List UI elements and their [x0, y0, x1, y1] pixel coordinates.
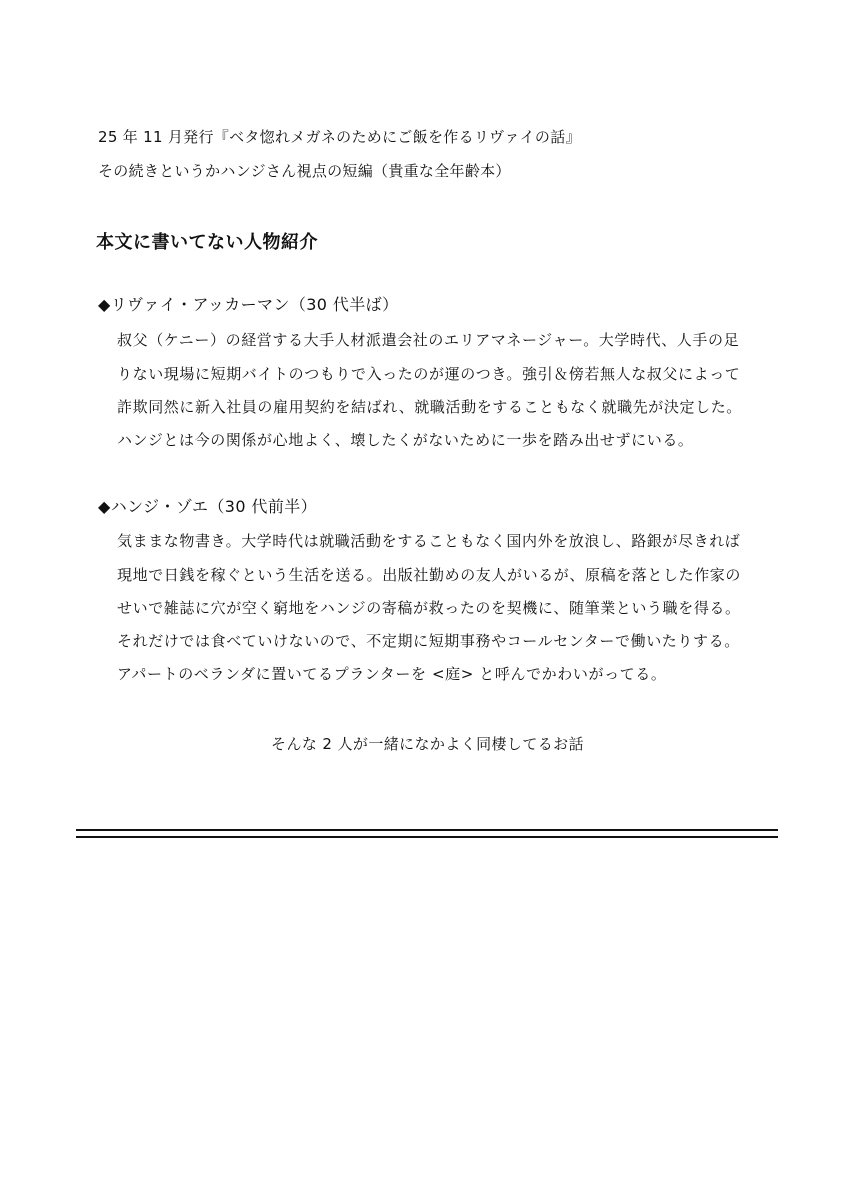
character-heading-hange: ◆ハンジ・ゾエ（30 代前半）	[98, 497, 318, 516]
character-desc-line: 叔父（ケニー）の経営する大手人材派遣会社のエリアマネージャー。大学時代、人手の足	[117, 331, 740, 349]
character-desc-line: それだけでは食べていけないので、不定期に短期事務やコールセンターで働いたりする。	[117, 632, 740, 650]
double-divider	[76, 829, 778, 838]
character-desc-line: ハンジとは今の関係が心地よく、壊したくがないために一歩を踏み出せずにいる。	[117, 431, 694, 449]
character-desc-line: せいで雑誌に穴が空く窮地をハンジの寄稿が救ったのを契機に、随筆業という職を得る。	[117, 599, 741, 617]
section-title: 本文に書いてない人物紹介	[96, 232, 318, 253]
character-desc-line: 現地で日銭を稼ぐという生活を送る。出版社勤めの友人がいるが、原稿を落とした作家の	[117, 566, 742, 584]
character-desc-line: りない現場に短期バイトのつもりで入ったのが運のつき。強引＆傍若無人な叔父によって	[117, 365, 741, 383]
character-desc-line: 気ままな物書き。大学時代は就職活動をすることもなく国内外を放浪し、路銀が尽きれば	[117, 532, 741, 550]
character-desc-line: アパートのベランダに置いてるプランターを <庭> と呼んでかわいがってる。	[117, 665, 667, 683]
intro-line-2: その続きというかハンジさん視点の短編（貴重な全年齢本）	[98, 162, 511, 180]
character-desc-line: 詐欺同然に新入社員の雇用契約を結ばれ、就職活動をすることもなく就職先が決定した。	[117, 398, 742, 416]
closing-line: そんな 2 人が一緒になかよく同棲してるお話	[271, 735, 584, 753]
intro-line-1: 25 年 11 月発行『ベタ惚れメガネのためにご飯を作るリヴァイの話』	[98, 128, 581, 146]
character-heading-levi: ◆リヴァイ・アッカーマン（30 代半ば）	[98, 295, 399, 314]
